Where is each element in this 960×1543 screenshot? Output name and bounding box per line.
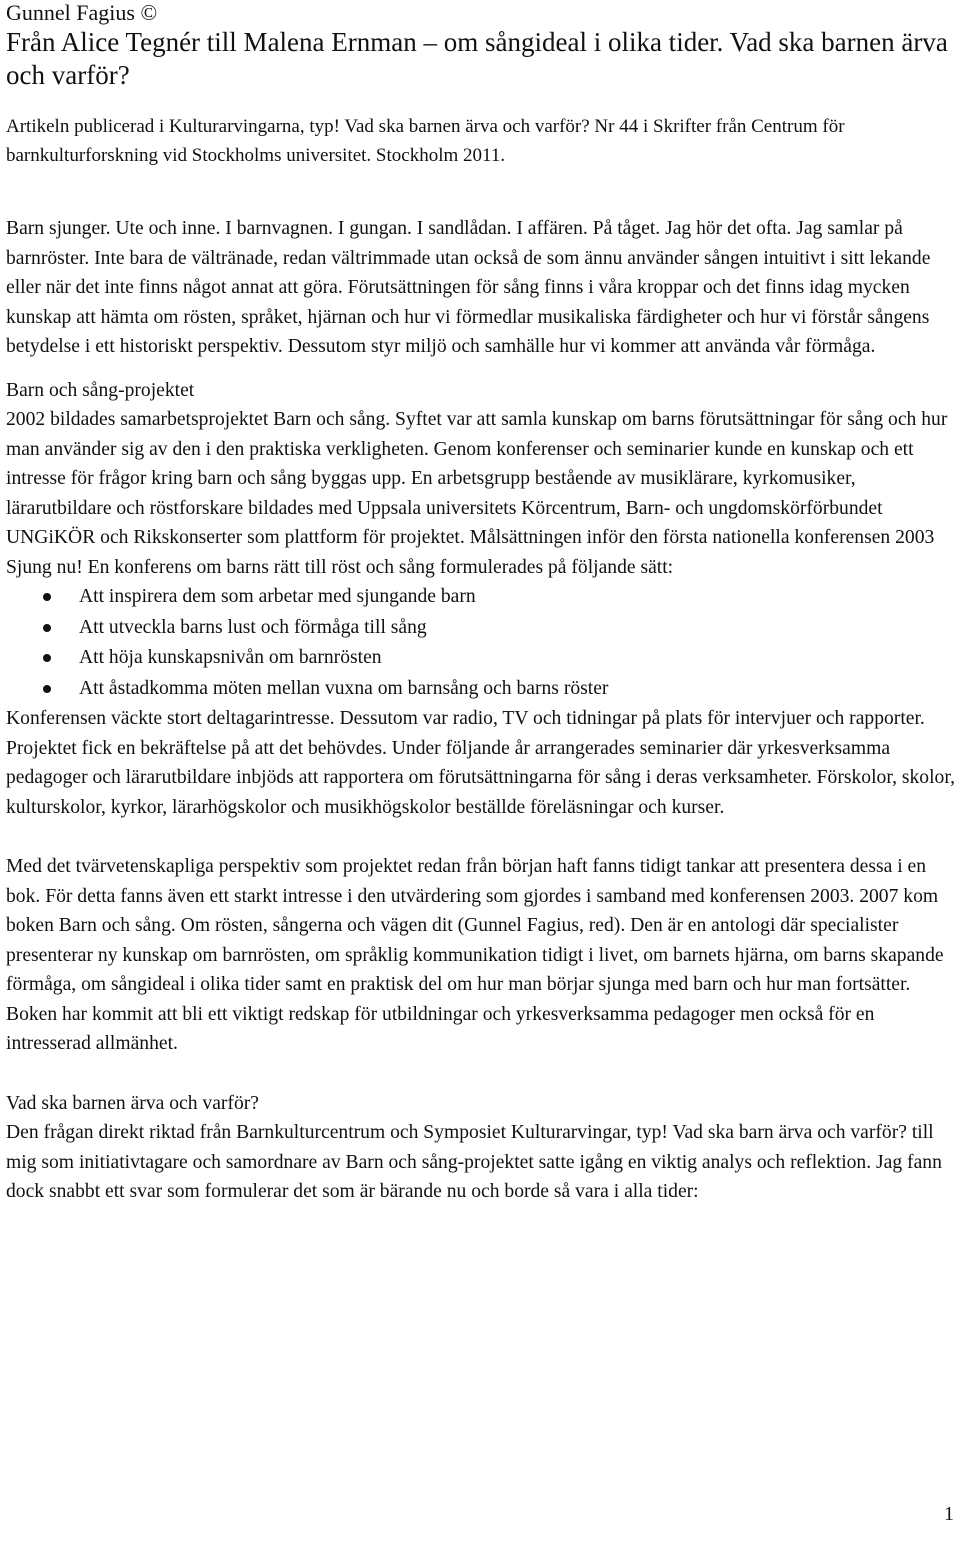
list-item: Att åstadkomma möten mellan vuxna om barnsång och barns röster [6, 674, 956, 705]
bullet-icon [43, 685, 51, 693]
page-number: 1 [944, 1503, 954, 1525]
author-line: Gunnel Fagius © [6, 0, 158, 25]
list-item: Att utveckla barns lust och förmåga till sång [6, 613, 956, 644]
inherit-paragraph: Den frågan direkt riktad från Barnkulturcentrum och Symposiet Kulturarvingar, typ! Vad ska barn ärva och varför? till mig som initiativtagare och samordnare av Barn och sång-projektet satte igång en viktig analys och reflektion. Jag fann dock snabbt ett svar som formulerar det som är bärande nu och borde så vara i alla tider: [6, 1122, 942, 1202]
project-paragraph: 2002 bildades samarbetsprojektet Barn och sång. Syftet var att samla kunskap om barns förutsättningar för sång och hur man använder sig av den i den praktiska verkligheten. Genom konferenser och seminarier kunde en kunskap och ett intresse för frågor kring barn och sång byggas upp. En arbetsgrupp bestående av musiklärare, kyrkomusiker, lärarutbildare och röstforskare bildades med Uppsala universitets Körcentrum, Barn- och ungdomskörförbundet UNGiKÖR och Rikskonserter som plattform för projektet. Målsättningen inför den första nationella konferensen 2003 Sjung nu! En konferens om barns rätt till röst och sång formulerades på följande sätt: [6, 409, 948, 578]
bullet-icon [43, 593, 51, 601]
inherit-heading: Vad ska barnen ärva och varför? [6, 1092, 259, 1114]
goals-list [6, 582, 956, 704]
conference-paragraph: Konferensen väckte stort deltagarintresse. Dessutom var radio, TV och tidningar på plats för intervjuer och rapporter. Projektet fick en bekräftelse på att det behövdes. Under följande år arrangerades seminarier där yrkesverksamma pedagoger och lärarutbildare inbjöds att rapportera om förutsättningarna för sång i deras verksamheter. Förskolor, skolor, kulturskolor, kyrkor, lärarhögskolor och musikhögskolor beställde föreläsningar och kurser. [6, 708, 955, 818]
list-item: Att höja kunskapsnivån om barnrösten [6, 643, 956, 674]
intro-paragraph: Barn sjunger. Ute och inne. I barnvagnen. I gungan. I sandlådan. I affären. På tåget. Jag hör det ofta. Jag samlar på barnröster. Inte bara de vältränade, redan vältrimmade utan också de som ännu använder sången intuitivt i sitt lekande eller när det inte finns något annat att göra. Förutsättningen för sång finns i våra kroppar och det finns idag mycken kunskap att hämta om rösten, språket, hjärnan och hur vi förmedlar musikaliska färdigheter och hur vi förstår sångens betydelse i ett historiskt perspektiv. Dessutom styr miljö och samhälle hur vi kommer att använda vår förmåga. [6, 218, 931, 357]
bullet-icon [43, 654, 51, 662]
book-paragraph: Med det tvärvetenskapliga perspektiv som projektet redan från början haft fanns tidigt tankar att presentera dessa i en bok. För detta fanns även ett starkt intresse i den utvärdering som gjordes i samband med konferensen 2003. 2007 kom boken Barn och sång. Om rösten, sångerna och vägen dit (Gunnel Fagius, red). Den är en antologi där specialister presenterar ny kunskap om barnrösten, om språklig kommunikation tidigt i livet, om barnets hjärna, om barns skapande förmåga, om sångideal i olika tider samt en praktisk del om hur man börjar sjunga med barn och hur man fortsätter. Boken har kommit att bli ett viktigt redskap för utbildningar och yrkesverksamma pedagoger men också för en intresserad allmänhet. [6, 856, 944, 1054]
project-heading: Barn och sång-projektet [6, 379, 195, 401]
bullet-icon [43, 624, 51, 632]
list-item: Att inspirera dem som arbetar med sjungande barn [6, 582, 956, 613]
publication-note: Artikeln publicerad i Kulturarvingarna, typ! Vad ska barnen ärva och varför? Nr 44 i Skrifter från Centrum för barnkulturforskning vid Stockholms universitet. Stockholm 2011. [6, 116, 845, 166]
document-page [6, 0, 956, 1207]
document-title: Från Alice Tegnér till Malena Ernman – om sångideal i olika tider. Vad ska barnen ärva och varför? [6, 27, 948, 90]
